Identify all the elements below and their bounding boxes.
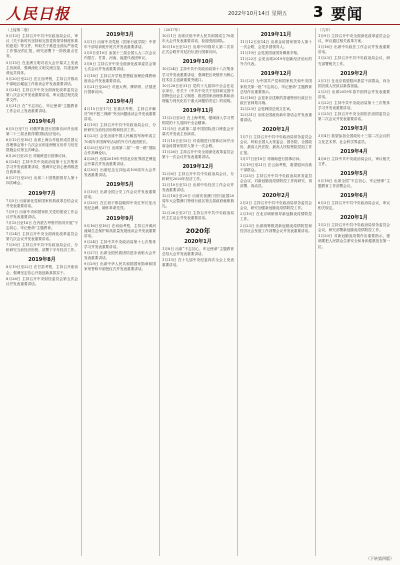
column-divider bbox=[237, 28, 238, 556]
chronicle-entry: 12月23日 会见韩国总统文在寅。 bbox=[240, 106, 294, 111]
chronicle-entry: 5月20日 在江西于都县瞻仰中央红军长征出发纪念碑，缅怀革命先烈。 bbox=[84, 201, 156, 211]
chronicle-entry: 4月28日 出席2019年中国北京世界园艺博览会开幕式并发表重要讲话。 bbox=[84, 156, 156, 166]
chronicle-entry: 1月17日至18日 对缅甸进行国事访问。 bbox=[240, 156, 303, 161]
chronicle-entry: 12月26日至27日 主持召开中共中央政治局民主生活会并发表重要讲话。 bbox=[162, 210, 234, 220]
chronicle-entry: 1月8日 出席“不忘初心、牢记使命”主题教育总结大会并发表重要讲话。 bbox=[162, 246, 234, 256]
month-heading: 2020年1月 bbox=[262, 127, 290, 134]
chronicle-entry: 1月23日 主持召开中共中央政治局会议，研究部署相关工作。 bbox=[318, 56, 390, 66]
article-column-1 bbox=[6, 28, 78, 556]
month-heading: 2019年9月 bbox=[106, 215, 134, 222]
chronicle-entry: 1月7日 主持召开中共中央政治局常务委员会会议，听取全国人大常委会、国务院、全国政协、最高人民法院、最高人民检察院党组工作汇报。 bbox=[240, 135, 312, 155]
chronicle-entry: 10月10日至13日 出席中印领导人第二次非正式会晤并对尼泊尔进行国事访问。 bbox=[162, 45, 234, 55]
page-section-title: 要闻 bbox=[331, 5, 364, 23]
chronicle-entry: 1月13日 在十九届中央纪委四次全会上发表重要讲话。 bbox=[162, 257, 234, 267]
chronicle-entry: 7月15日至16日 在内蒙古考察并指导开展“不忘初心、牢记使命”主题教育。 bbox=[6, 220, 78, 230]
chronicle-entry: 5月24日 主持召开中央全面深化改革委员会第八次会议并发表重要讲话，审议通过相关改革文件。 bbox=[6, 88, 78, 103]
chronicle-entry: 6月12日至16日 出席上海合作组织成员国元首理事会第十九次会议和亚洲相互协作与信任措施会议第五次峰会。 bbox=[6, 137, 78, 152]
chronicle-entry: 5月10日 出席全国公安工作会议并发表重要讲话。 bbox=[84, 190, 156, 200]
chronicle-entry: 12月16日 会见来京述职的香港特别行政区行政长官林郑月娥。 bbox=[240, 95, 312, 105]
page-number: 3 bbox=[313, 3, 324, 21]
chronicle-entry: 12月31日 出席全国政协新年茶话会并发表重要讲话。 bbox=[240, 113, 312, 123]
month-heading: 2019年10月 bbox=[182, 59, 214, 66]
month-heading: 2019年11月 bbox=[260, 32, 292, 38]
chronicle-entry: 5月31日 在“不忘初心、牢记使命”主题教育工作会议上发表重要讲话。 bbox=[6, 104, 78, 114]
chronicle-entry: 1月9日 主持召开中央全面深化改革委员会会议，审议通过相关改革方案。 bbox=[318, 34, 390, 44]
chronicle-entry: 10月28日至31日 党的十九届四中全会在北京举行，作关于《中共中央关于坚持和完善中国特色社会主义制度、推进国家治理体系和治理能力现代化若干重大问题的决定》的说明。 bbox=[162, 83, 234, 104]
chronicle-entry: 11月5日 出席第二届中国国际进口博览会开幕式并发表主旨演讲。 bbox=[162, 127, 234, 137]
masthead bbox=[0, 0, 400, 25]
chronicle-entry: 3月8日 主持召开中央全面深化改革委员会第七次会议并发表重要讲话。 bbox=[84, 62, 156, 72]
chronicle-entry: 10月24日 主持中共中央政治局第十八次集体学习并发表重要讲话，强调把区块链作为核心技术自主创新重要突破口。 bbox=[162, 67, 234, 82]
article-column-2 bbox=[84, 28, 156, 556]
year-heading: 2020年 bbox=[185, 226, 211, 235]
chronicle-entry: 5月20日至22日 在江西考察，主持召开推动中部地区崛起工作座谈会并发表重要讲话。 bbox=[6, 76, 78, 86]
continued-note: （下转第四版） bbox=[366, 556, 394, 561]
month-heading: 2019年3月 bbox=[106, 32, 134, 38]
chronicle-entry: 4月23日 会见出席中国人民解放军海军成立70周年多国海军活动的外方代表团团长。 bbox=[84, 134, 156, 144]
issue-date: 2022年10月14日 星期五 bbox=[228, 11, 288, 17]
chronicle-entry: 9月27日 出席全国民族团结进步表彰大会并发表重要讲话。 bbox=[84, 251, 156, 261]
chronicle-entry: 4月25日至27日 出席第二届“一带一路”国际合作高峰论坛。 bbox=[84, 145, 156, 155]
chronicle-entry: 11月26日 主持召开中央全面深化改革委员会第十一次会议并发表重要讲话。 bbox=[162, 149, 234, 159]
month-heading: 2019年5月 bbox=[340, 170, 368, 177]
chronicle-entry: 11月10日至15日 对希腊进行国事访问并出席金砖国家领导人第十一次会晤。 bbox=[162, 138, 234, 148]
chronicle-entry: 1月16日 出席中央政法工作会议并发表重要讲话。 bbox=[318, 45, 390, 55]
chronicle-entry: 1月19日至21日 在云南考察，看望慰问各族干部群众。 bbox=[240, 162, 312, 172]
month-heading: 2019年8月 bbox=[28, 257, 56, 264]
chronicle-entry: 7月24日 主持召开中央全面深化改革委员会第九次会议并发表重要讲话。 bbox=[6, 232, 78, 242]
chronicle-entry: （九年） bbox=[318, 28, 333, 32]
chronicle-entry: 1月2日 主持召开中共中央政治局常务委员会会议，研究部署新冠肺炎疫情防控工作。 bbox=[318, 223, 390, 233]
chronicle-entry: 6月24日 主持中共中央政治局第十五次集体学习并发表重要讲话，强调牢记初心使命推进自我革命。 bbox=[6, 160, 78, 175]
chronicle-entry: 9月29日 出席中华人民共和国国家勋章和国家荣誉称号颁授仪式并发表重要讲话。 bbox=[84, 262, 156, 272]
chronicle-entry: 7月9日 出席中央和国家机关党的建设工作会议并发表重要讲话。 bbox=[6, 209, 78, 219]
chronicle-entry: 2月10日 在北京调研指导新冠肺炎疫情防控工作。 bbox=[240, 212, 312, 222]
month-heading: 2019年7月 bbox=[28, 190, 56, 197]
month-heading: 2019年6月 bbox=[28, 118, 56, 125]
month-heading: 2020年1月 bbox=[184, 238, 212, 245]
chronicle-entry: 12月6日 主持召开中共中央政治局会议，分析研究2020年经济工作。 bbox=[162, 171, 234, 181]
article-column-5 bbox=[318, 28, 390, 556]
chronicle-entry: 5月15日 在亚洲文明对话大会开幕式上发表主旨演讲，强调深化文明交流互鉴，共建亚洲命运共同体。 bbox=[6, 60, 78, 75]
article-column-4 bbox=[240, 28, 312, 556]
chronicle-entry: 4月30日 出席纪念五四运动100周年大会并发表重要讲话。 bbox=[84, 167, 156, 178]
chronicle-entry: 12月18日至20日 出席庆祝澳门回归祖国20周年大会暨澳门特别行政区第五届政府就职典礼。 bbox=[162, 194, 234, 209]
article-column-3 bbox=[162, 28, 234, 556]
chronicle-entry: 2月23日 出席统筹推进新冠肺炎疫情防控和经济社会发展工作部署会议并发表重要讲话。 bbox=[240, 223, 312, 233]
month-heading: 2019年11月 bbox=[182, 108, 214, 115]
chronicle-entry: 4月19日 主持召开中共中央政治局会议，分析研究当前经济形势和经济工作。 bbox=[84, 123, 156, 133]
chronicle-entry: 11月19日 会见美国前国务卿基辛格。 bbox=[240, 51, 301, 56]
chronicle-entry: 9月24日 主持中共中央政治局第十七次集体学习并发表重要讲话。 bbox=[84, 239, 156, 249]
chronicle-entry: 11月2日至3日 在上海考察，强调深入学习贯彻党的十九届四中全会精神。 bbox=[162, 116, 234, 126]
chronicle-entry: 11月12日至14日 出席金砖国家领导人第十一次会晤，会见多国领导人。 bbox=[240, 40, 312, 50]
chronicle-entry: 6月5日至7日 对俄罗斯进行国事访问并出席第二十三届圣彼得堡国际经济论坛。 bbox=[6, 126, 78, 136]
chronicle-entry: 6月20日至21日 对朝鲜进行国事访问。 bbox=[6, 153, 69, 158]
chronicle-entry: 3月21日至26日 对意大利、摩纳哥、法国进行国事访问。 bbox=[84, 84, 156, 94]
chronicle-entry: 2月22日 主持中共中央政治局第十三次集体学习并发表重要讲话。 bbox=[318, 101, 390, 111]
month-heading: 2019年12月 bbox=[182, 163, 214, 170]
chronicle-entry: 5月13日 主持召开中共中央政治局会议，审议《关于新时代坚持和完善党的领导制度体系的意见》等文件，听取关于推进全面从严治党工作情况的汇报，研究部署下一阶段重点任务。 bbox=[6, 34, 78, 59]
chronicle-entry: 12月2日 为中国共产党和国家机关和中央国家机关第一批“不忘初心、牢记使命”主题教育总结作出重要指示。 bbox=[240, 79, 312, 94]
chronicle-entry: 3月5日至10日 参加十三届全国人大二次会议内蒙古、甘肃、河南、福建代表团审议。 bbox=[84, 51, 156, 61]
chronicle-entry: 5月18日 出席全国“不忘初心、牢记使命”主题教育工作部署会议。 bbox=[318, 178, 390, 188]
chronicle-entry: 2月3日 主持召开中共中央政治局常务委员会会议，研究加强新冠肺炎疫情防控工作。 bbox=[240, 201, 312, 211]
chronicle-entry: （2017年） bbox=[162, 28, 182, 32]
newspaper-logo: 人民日报 bbox=[6, 5, 71, 23]
chronicle-entry: 7月5日 出席深化党和国家机构改革总结会议并发表重要讲话。 bbox=[6, 198, 78, 208]
chronicle-entry: 11月22日 会见出席2019年创新经济论坛的外方代表。 bbox=[240, 57, 312, 67]
chronicle-entry: 3月18日 主持召开学校思想政治理论课教师座谈会并发表重要讲话。 bbox=[84, 73, 156, 83]
chronicle-entry: 3月1日 出席中央党校（国家行政学院）中青年干部培训班开班式并发表重要讲话。 bbox=[84, 40, 156, 50]
chronicle-entry: 2月3日 出席2019年春节团拜会并发表重要讲话。 bbox=[318, 89, 390, 99]
column-divider bbox=[81, 28, 82, 556]
month-heading: 2020年1月 bbox=[340, 215, 368, 222]
chronicle-entry: 6月3日 主持召开中共中央政治局会议，审议相关规定。 bbox=[318, 200, 390, 211]
month-heading: 2019年5月 bbox=[106, 182, 134, 189]
chronicle-entry: 2月1日 在北京看望慰问基层干部群众，向全国各族人民致以新春祝福。 bbox=[318, 78, 390, 88]
month-heading: 2019年12月 bbox=[260, 71, 292, 78]
month-heading: 2019年6月 bbox=[340, 192, 368, 199]
chronicle-entry: 2月25日 主持召开中央全面依法治国委员会第二次会议并发表重要讲话。 bbox=[318, 112, 390, 122]
chronicle-entry: 4月8日 主持中共中央政治局会议，审议相关文件。 bbox=[318, 156, 390, 166]
column-divider bbox=[159, 28, 160, 556]
chronicle-entry: 6月27日至29日 出席二十国集团领导人第十四次峰会。 bbox=[6, 176, 78, 186]
chronicle-entry: 8月26日 主持召开中央财经委员会第五次会议并发表重要讲话。 bbox=[6, 276, 78, 286]
chronicle-entry: 1月20日 对新冠肺炎疫情作出重要指示，强调要把人民群众生命安全和身体健康放在第一位。 bbox=[318, 234, 390, 249]
chronicle-entry: 10月1日 出席庆祝中华人民共和国成立70周年大会并发表重要讲话，检阅受阅部队。 bbox=[162, 34, 234, 44]
chronicle-entry: 7月30日 主持召开中共中央政治局会议，分析研究当前经济形势，部署下半年经济工作。 bbox=[6, 243, 78, 253]
chronicle-entry: 8月19日至22日 在甘肃考察，主持召开座谈会，强调坚定信心开拓创新真抓实干。 bbox=[6, 265, 78, 275]
month-heading: 2019年3月 bbox=[340, 126, 368, 133]
chronicle-entry: 9月16日至18日 在河南考察，主持召开黄河流域生态保护和高质量发展座谈会并发表重要讲话。 bbox=[84, 223, 156, 238]
chronicle-entry: 3月4日 看望参加全国政协十三届二次会议的文化艺术界、社会科学界委员。 bbox=[318, 134, 390, 144]
chronicle-entry: （上接第二版） bbox=[6, 28, 32, 32]
chronicle-entry: 1月25日 主持召开中共中央政治局常务委员会会议，对新冠肺炎疫情防控工作再研究、再部署、再动员。 bbox=[240, 173, 312, 189]
chronicle-entry: 4月15日至17日 在重庆考察，主持召开解决“两不愁三保障”突出问题座谈会并发表重要讲话。 bbox=[84, 106, 156, 122]
column-divider bbox=[315, 28, 316, 556]
month-heading: 2020年2月 bbox=[262, 193, 290, 200]
month-heading: 2019年4月 bbox=[340, 148, 368, 155]
month-heading: 2019年2月 bbox=[340, 70, 368, 77]
month-heading: 2019年4月 bbox=[106, 98, 134, 105]
chronicle-entry: 12月10日至12日 出席中央经济工作会议并发表重要讲话。 bbox=[162, 183, 234, 193]
